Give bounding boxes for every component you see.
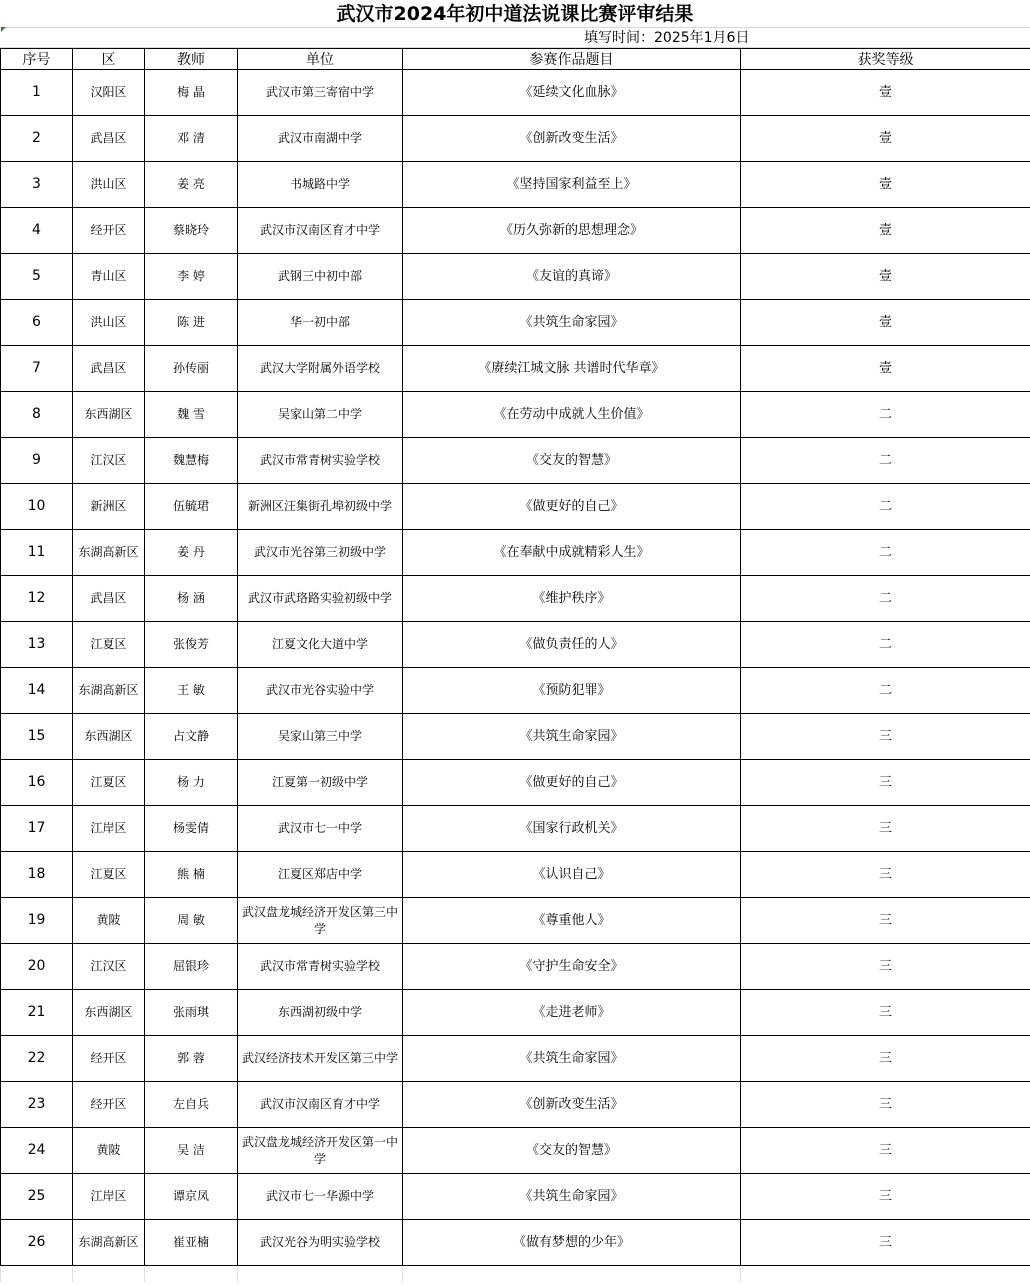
cell-teacher: 崔亚楠: [145, 1220, 238, 1266]
cell-award-level: 三: [741, 1128, 1030, 1174]
table-row: [1, 714, 1030, 760]
cell-district: 江岸区: [73, 806, 145, 852]
header-work: 参赛作品题目: [403, 49, 741, 70]
cell-district: 东湖高新区: [73, 668, 145, 714]
cell-district: 经开区: [73, 1036, 145, 1082]
cell-no: 22: [1, 1036, 73, 1082]
cell-work-title: 《交友的智慧》: [403, 438, 741, 484]
cell-district: 武昌区: [73, 116, 145, 162]
cell-district: 江汉区: [73, 944, 145, 990]
cell-district: 东湖高新区: [73, 1220, 145, 1266]
cell-unit: 江夏第一初级中学: [238, 760, 403, 806]
page-title: 武汉市2024年初中道法说课比赛评审结果: [336, 3, 694, 25]
cell-award-level: 三: [741, 1036, 1030, 1082]
cell-work-title: 《认识自己》: [403, 852, 741, 898]
cell-work-title: 《在奉献中成就精彩人生》: [403, 530, 741, 576]
cell-teacher: 蔡晓玲: [145, 208, 238, 254]
header-teacher: 教师: [145, 49, 238, 70]
cell-unit: 武汉市常青树实验学校: [238, 438, 403, 484]
empty-cell: [1, 1266, 73, 1283]
cell-no: 3: [1, 162, 73, 208]
cell-teacher: 周 敏: [145, 898, 238, 944]
cell-award-level: 二: [741, 622, 1030, 668]
empty-cell: [403, 1266, 741, 1283]
cell-teacher: 杨 力: [145, 760, 238, 806]
fill-date-row: [0, 28, 1030, 48]
fill-date-label: 填写时间：2025年1月6日: [584, 30, 750, 46]
table-row: [1, 806, 1030, 852]
cell-no: 17: [1, 806, 73, 852]
cell-teacher: 张雨琪: [145, 990, 238, 1036]
empty-row: [1, 1266, 1030, 1283]
results-table: [0, 48, 1030, 1282]
table-row: [1, 346, 1030, 392]
cell-unit: 吴家山第二中学: [238, 392, 403, 438]
cell-teacher: 孙传丽: [145, 346, 238, 392]
cell-no: 11: [1, 530, 73, 576]
table-row: [1, 944, 1030, 990]
cell-unit: 新洲区汪集街孔埠初级中学: [238, 484, 403, 530]
cell-award-level: 三: [741, 944, 1030, 990]
cell-work-title: 《共筑生命家园》: [403, 1174, 741, 1220]
table-row: [1, 1128, 1030, 1174]
cell-teacher: 伍毓珺: [145, 484, 238, 530]
table-row: [1, 1174, 1030, 1220]
cell-award-level: 壹: [741, 70, 1030, 116]
cell-unit: 武汉市武珞路实验初级中学: [238, 576, 403, 622]
table-row: [1, 622, 1030, 668]
cell-unit: 武汉盘龙城经济开发区第一中学: [238, 1128, 403, 1174]
cell-no: 2: [1, 116, 73, 162]
cell-teacher: 郭 蓉: [145, 1036, 238, 1082]
cell-award-level: 壹: [741, 346, 1030, 392]
cell-no: 19: [1, 898, 73, 944]
cell-district: 新洲区: [73, 484, 145, 530]
cell-no: 23: [1, 1082, 73, 1128]
table-body: [1, 70, 1030, 1283]
cell-unit: 江夏文化大道中学: [238, 622, 403, 668]
table-row: [1, 484, 1030, 530]
cell-unit: 武汉光谷为明实验学校: [238, 1220, 403, 1266]
cell-no: 5: [1, 254, 73, 300]
table-row: [1, 576, 1030, 622]
cell-teacher: 占文静: [145, 714, 238, 760]
cell-no: 6: [1, 300, 73, 346]
cell-no: 8: [1, 392, 73, 438]
table-row: [1, 208, 1030, 254]
cell-unit: 武汉市光谷实验中学: [238, 668, 403, 714]
cell-unit: 武汉市汉南区育才中学: [238, 208, 403, 254]
cell-teacher: 杨 涵: [145, 576, 238, 622]
cell-district: 江夏区: [73, 622, 145, 668]
cell-no: 10: [1, 484, 73, 530]
cell-teacher: 王 敏: [145, 668, 238, 714]
cell-district: 黄陂: [73, 1128, 145, 1174]
cell-award-level: 三: [741, 898, 1030, 944]
cell-no: 7: [1, 346, 73, 392]
cell-award-level: 二: [741, 576, 1030, 622]
cell-teacher: 邓 清: [145, 116, 238, 162]
cell-unit: 江夏区郑店中学: [238, 852, 403, 898]
cell-unit: 武汉市南湖中学: [238, 116, 403, 162]
cell-teacher: 姜 亮: [145, 162, 238, 208]
table-row: [1, 162, 1030, 208]
cell-award-level: 三: [741, 852, 1030, 898]
cell-work-title: 《共筑生命家园》: [403, 1036, 741, 1082]
cell-work-title: 《做更好的自己》: [403, 760, 741, 806]
cell-no: 12: [1, 576, 73, 622]
cell-no: 21: [1, 990, 73, 1036]
cell-award-level: 壹: [741, 208, 1030, 254]
cell-no: 14: [1, 668, 73, 714]
cell-teacher: 杨雯倩: [145, 806, 238, 852]
cell-no: 24: [1, 1128, 73, 1174]
cell-no: 25: [1, 1174, 73, 1220]
table-row: [1, 70, 1030, 116]
cell-work-title: 《共筑生命家园》: [403, 300, 741, 346]
table-row: [1, 990, 1030, 1036]
cell-no: 4: [1, 208, 73, 254]
cell-unit: 武汉经济技术开发区第三中学: [238, 1036, 403, 1082]
cell-work-title: 《做有梦想的少年》: [403, 1220, 741, 1266]
cell-unit: 吴家山第三中学: [238, 714, 403, 760]
cell-district: 江夏区: [73, 760, 145, 806]
cell-district: 江夏区: [73, 852, 145, 898]
cell-work-title: 《走进老师》: [403, 990, 741, 1036]
cell-work-title: 《坚持国家利益至上》: [403, 162, 741, 208]
empty-cell: [238, 1266, 403, 1283]
cell-award-level: 二: [741, 392, 1030, 438]
cell-work-title: 《历久弥新的思想理念》: [403, 208, 741, 254]
table-row: [1, 392, 1030, 438]
cell-award-level: 壹: [741, 116, 1030, 162]
empty-cell: [741, 1266, 1030, 1283]
cell-unit: 武汉盘龙城经济开发区第三中学: [238, 898, 403, 944]
cell-award-level: 二: [741, 438, 1030, 484]
cell-no: 15: [1, 714, 73, 760]
cell-teacher: 谭京凤: [145, 1174, 238, 1220]
cell-district: 经开区: [73, 1082, 145, 1128]
cell-district: 武昌区: [73, 576, 145, 622]
table-row: [1, 1036, 1030, 1082]
cell-district: 洪山区: [73, 300, 145, 346]
header-district: 区: [73, 49, 145, 70]
cell-award-level: 三: [741, 806, 1030, 852]
cell-district: 江岸区: [73, 1174, 145, 1220]
cell-work-title: 《维护秩序》: [403, 576, 741, 622]
cell-award-level: 三: [741, 1174, 1030, 1220]
table-row: [1, 438, 1030, 484]
cell-district: 江汉区: [73, 438, 145, 484]
cell-unit: 华一初中部: [238, 300, 403, 346]
cell-district: 汉阳区: [73, 70, 145, 116]
cell-award-level: 三: [741, 1082, 1030, 1128]
cell-no: 18: [1, 852, 73, 898]
table-row: [1, 300, 1030, 346]
cell-no: 26: [1, 1220, 73, 1266]
cell-work-title: 《在劳动中成就人生价值》: [403, 392, 741, 438]
cell-award-level: 壹: [741, 254, 1030, 300]
cell-work-title: 《创新改变生活》: [403, 116, 741, 162]
cell-district: 东西湖区: [73, 392, 145, 438]
header-no: 序号: [1, 49, 73, 70]
cell-work-title: 《友谊的真谛》: [403, 254, 741, 300]
cell-teacher: 姜 丹: [145, 530, 238, 576]
table-row: [1, 668, 1030, 714]
cell-unit: 东西湖初级中学: [238, 990, 403, 1036]
cell-work-title: 《共筑生命家园》: [403, 714, 741, 760]
header-unit: 单位: [238, 49, 403, 70]
cell-teacher: 李 婷: [145, 254, 238, 300]
cell-award-level: 三: [741, 990, 1030, 1036]
cell-unit: 武汉市第三寄宿中学: [238, 70, 403, 116]
cell-unit: 武汉市七一华源中学: [238, 1174, 403, 1220]
cell-unit: 武汉市光谷第三初级中学: [238, 530, 403, 576]
cell-work-title: 《做更好的自己》: [403, 484, 741, 530]
table-header-row: [1, 49, 1030, 70]
cell-award-level: 二: [741, 668, 1030, 714]
cell-award-level: 二: [741, 484, 1030, 530]
cell-no: 20: [1, 944, 73, 990]
cell-teacher: 魏慧梅: [145, 438, 238, 484]
cell-award-level: 三: [741, 714, 1030, 760]
cell-work-title: 《做负责任的人》: [403, 622, 741, 668]
table-row: [1, 898, 1030, 944]
empty-cell: [145, 1266, 238, 1283]
cell-district: 武昌区: [73, 346, 145, 392]
cell-award-level: 壹: [741, 300, 1030, 346]
cell-work-title: 《国家行政机关》: [403, 806, 741, 852]
cell-work-title: 《尊重他人》: [403, 898, 741, 944]
cell-district: 黄陂: [73, 898, 145, 944]
cell-district: 青山区: [73, 254, 145, 300]
cell-district: 东湖高新区: [73, 530, 145, 576]
cell-work-title: 《守护生命安全》: [403, 944, 741, 990]
cell-work-title: 《创新改变生活》: [403, 1082, 741, 1128]
table-row: [1, 254, 1030, 300]
cell-award-level: 三: [741, 1220, 1030, 1266]
cell-teacher: 左自兵: [145, 1082, 238, 1128]
cell-district: 经开区: [73, 208, 145, 254]
cell-teacher: 熊 楠: [145, 852, 238, 898]
cell-work-title: 《延续文化血脉》: [403, 70, 741, 116]
cell-award-level: 壹: [741, 162, 1030, 208]
cell-teacher: 张俊芳: [145, 622, 238, 668]
cell-award-level: 二: [741, 530, 1030, 576]
cell-teacher: 魏 雪: [145, 392, 238, 438]
cell-no: 1: [1, 70, 73, 116]
cell-district: 东西湖区: [73, 990, 145, 1036]
cell-teacher: 吴 洁: [145, 1128, 238, 1174]
cell-work-title: 《预防犯罪》: [403, 668, 741, 714]
empty-cell: [73, 1266, 145, 1283]
cell-district: 东西湖区: [73, 714, 145, 760]
cell-teacher: 梅 晶: [145, 70, 238, 116]
cell-no: 16: [1, 760, 73, 806]
table-row: [1, 1220, 1030, 1266]
cell-unit: 武汉大学附属外语学校: [238, 346, 403, 392]
cell-district: 洪山区: [73, 162, 145, 208]
table-row: [1, 1082, 1030, 1128]
table-row: [1, 116, 1030, 162]
cell-work-title: 《赓续江城文脉 共谱时代华章》: [403, 346, 741, 392]
cell-work-title: 《交友的智慧》: [403, 1128, 741, 1174]
cell-unit: 武汉市常青树实验学校: [238, 944, 403, 990]
cell-no: 9: [1, 438, 73, 484]
header-level: 获奖等级: [741, 49, 1030, 70]
cell-award-level: 三: [741, 760, 1030, 806]
cell-no: 13: [1, 622, 73, 668]
table-row: [1, 852, 1030, 898]
cell-unit: 武汉市汉南区育才中学: [238, 1082, 403, 1128]
cell-teacher: 陈 进: [145, 300, 238, 346]
cell-unit: 武汉市七一中学: [238, 806, 403, 852]
cell-unit: 武钢三中初中部: [238, 254, 403, 300]
cell-teacher: 屈银珍: [145, 944, 238, 990]
table-row: [1, 530, 1030, 576]
table-row: [1, 760, 1030, 806]
cell-unit: 书城路中学: [238, 162, 403, 208]
